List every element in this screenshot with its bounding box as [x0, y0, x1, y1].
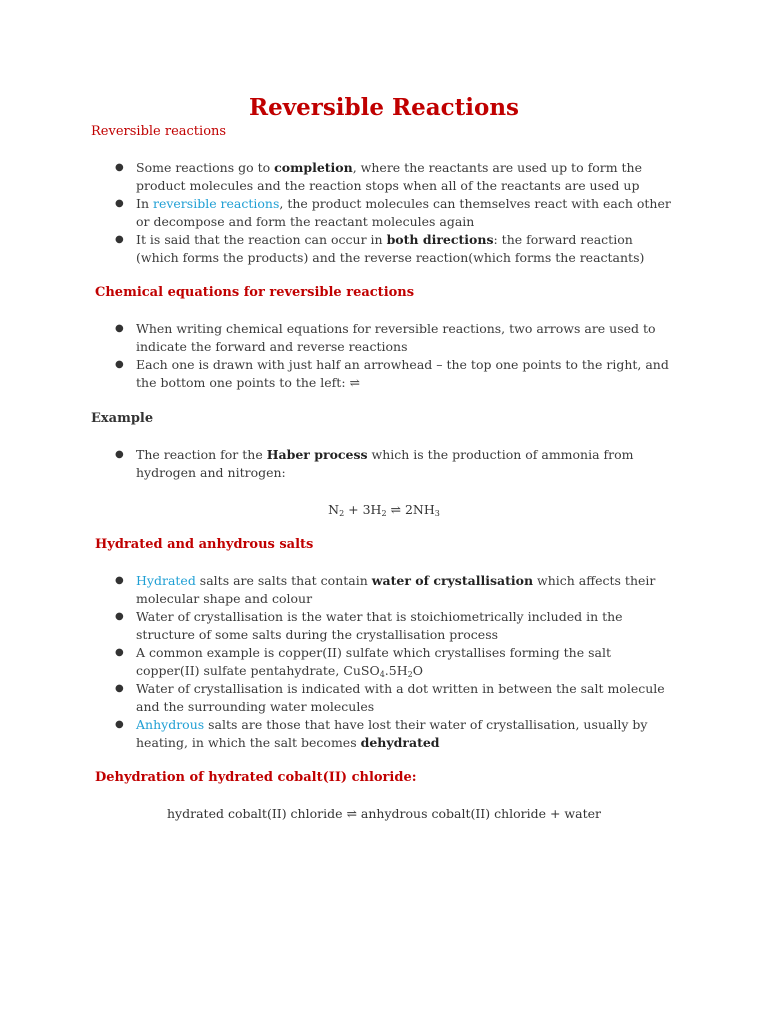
section-heading-reversible-reactions: Reversible reactions [91, 124, 227, 139]
list-item: ● Hydrated salts are salts that contain water of crystallisation which affects their molecular shape and colour [115, 573, 656, 606]
bullet-icon: ● [115, 449, 124, 460]
list-item: ● In reversible reactions, the product molecules can themselves react with each other or decompose and form the reactant molecules again [115, 196, 671, 229]
cobalt-chloride-equation: hydrated cobalt(II) chloride ⇌ anhydrous cobalt(II) chloride + water [167, 806, 601, 821]
bullet-icon: ● [115, 234, 124, 245]
list-item: ● When writing chemical equations for reversible reactions, two arrows are used to indicate the forward and reverse reactions [115, 321, 656, 354]
bullet-list-equations [115, 320, 675, 392]
list-item: ● Each one is drawn with just half an arrowhead – the top one points to the right, and the bottom one points to the left: ⇌ [115, 357, 669, 390]
bullet-icon: ● [115, 683, 124, 694]
section-heading-chemical-equations: Chemical equations for reversible reactions [95, 285, 415, 300]
list-item: ● Some reactions go to completion, where the reactants are used up to form the product molecules and the reaction stops when all of the reactants are used up [115, 160, 642, 193]
haber-equation: $N_2 + 3H_2$ ⇌ $2NH_3$ [328, 502, 440, 518]
page-title: Reversible Reactions [248, 94, 520, 121]
highlight-link[interactable]: reversible reactions [152, 196, 280, 211]
bullet-icon: ● [115, 359, 124, 370]
bullet-icon: ● [115, 323, 124, 334]
list-item: ● Anhydrous salts are those that have lost their water of crystallisation, usually by heating, in which the salt becomes dehydrated [115, 717, 648, 750]
list-item: ● Water of crystallisation is the water that is stoichiometrically included in the structure of some salts during the crystallisation process [115, 609, 623, 642]
list-item: ● Water of crystallisation is indicated with a dot written in between the salt molecule and the surrounding water molecules [115, 681, 665, 714]
section-heading-dehydration: Dehydration of hydrated cobalt(II) chloride: [95, 770, 417, 785]
bullet-list-reversible [115, 159, 675, 267]
bullet-icon: ● [115, 198, 124, 209]
list-item: ● It is said that the reaction can occur in both directions: the forward reaction (which forms the products) and the reverse reaction(which forms the reactants) [115, 232, 645, 265]
bullet-icon: ● [115, 611, 124, 622]
bullet-icon: ● [115, 647, 124, 658]
bullet-list-example [115, 446, 675, 482]
list-item: ● The reaction for the Haber process which is the production of ammonia from hydrogen and nitrogen: [115, 447, 634, 480]
bullet-list-salts [115, 572, 675, 752]
bullet-icon: ● [115, 575, 124, 586]
highlight-link[interactable]: Hydrated [136, 573, 196, 588]
section-heading-hydrated-anhydrous: Hydrated and anhydrous salts [95, 537, 314, 552]
section-heading-example: Example [91, 411, 154, 426]
bullet-icon: ● [115, 162, 124, 173]
highlight-link[interactable]: Anhydrous [136, 717, 205, 732]
bullet-icon: ● [115, 719, 124, 730]
list-item: ● A common example is copper(II) sulfate which crystallises forming the salt copper(II) sulfate pentahydrate, $CuSO_4.5H_2O$ [115, 645, 611, 679]
